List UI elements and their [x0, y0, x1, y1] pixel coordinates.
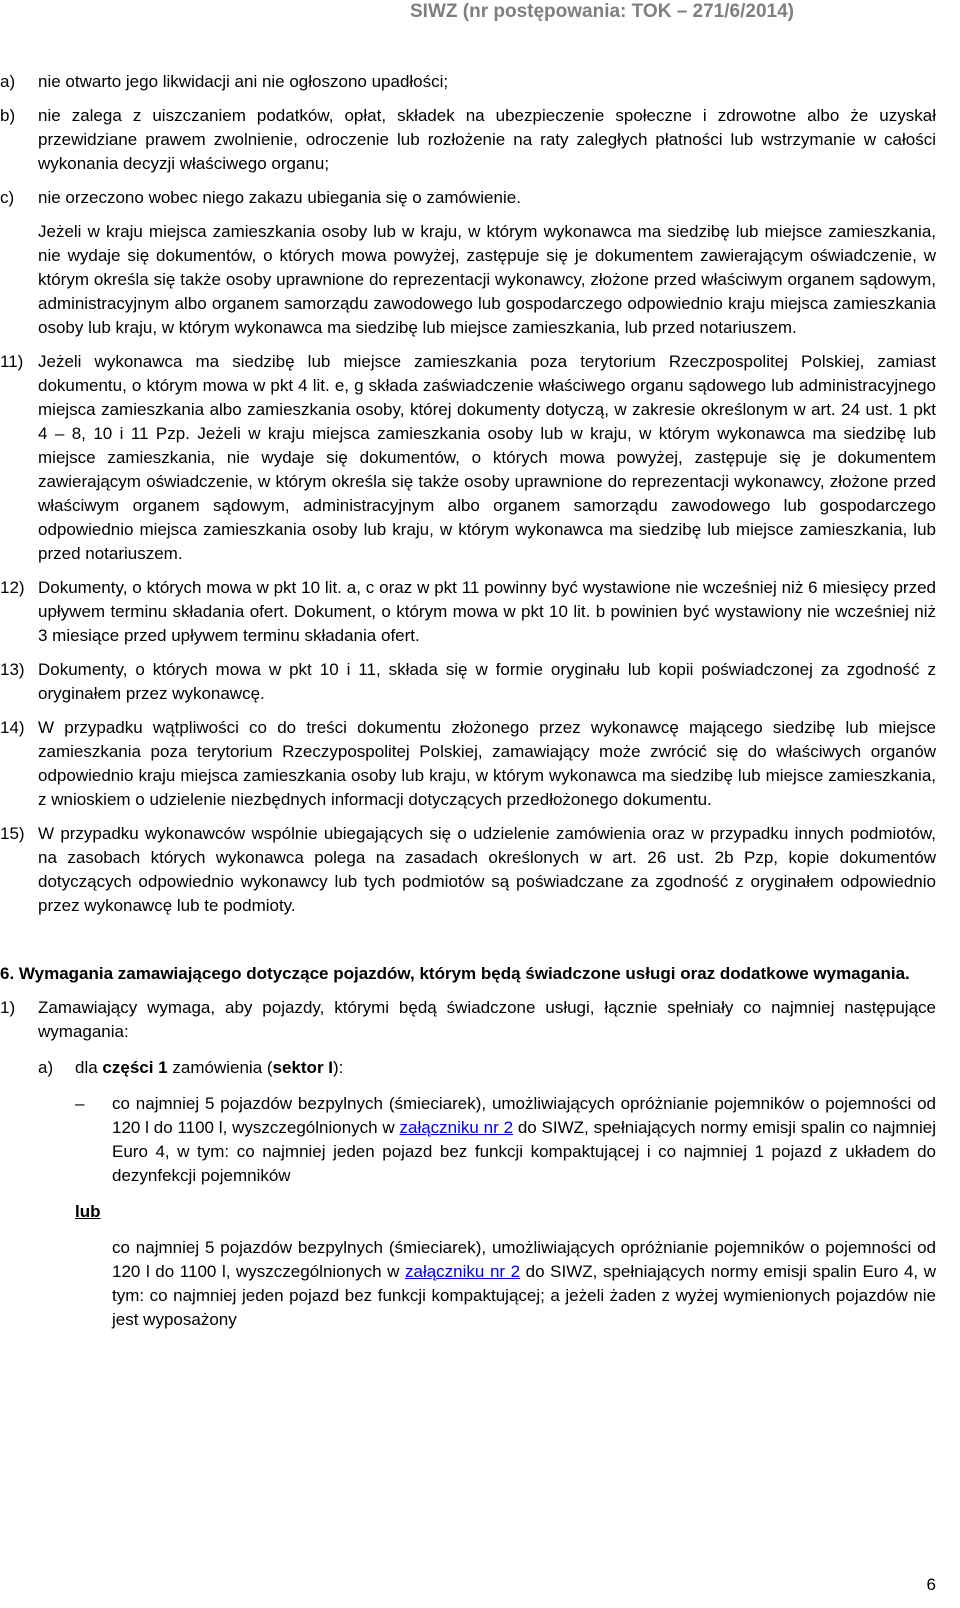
list-marker: 13)	[0, 660, 25, 679]
sub-text-mid: zamówienia (	[167, 1058, 273, 1077]
list-marker: 14)	[0, 718, 25, 737]
list-text: Dokumenty, o których mowa w pkt 10 i 11, składa się w formie oryginału lub kopii poświadczonej za zgodność z oryginałem przez wykonawcę.	[38, 660, 936, 703]
list-item-b	[0, 104, 936, 176]
attachment-link[interactable]: załączniku nr 2	[404, 1262, 521, 1281]
list-text: W przypadku wątpliwości co do treści dokumentu złożonego przez wykonawcę mającego siedzibę lub miejsce zamieszkania poza terytorium Rzeczypospolitej Polskiej, zamawiający może zwrócić się do właściwych organów odpowiednio kraju miejsca zamieszkania osoby lub kraju, w którym wykonawca ma siedzibę lub miejsce zamieszkania, z wnioskiem o udzielenie niezbędnych informacji dotyczących przedłożonego dokumentu.	[38, 718, 936, 809]
list-text: nie zalega z uiszczaniem podatków, opłat, składek na ubezpieczenie społeczne i zdrowotne albo że uzyskał przewidziane prawem zwolnienie, odroczenie lub rozłożenie na raty zaległych płatności lub wstrzymanie w całości wykonania decyzji właściwego organu;	[38, 106, 936, 173]
list-text: W przypadku wykonawców wspólnie ubiegających się o udzielenie zamówienia oraz w przypadku innych podmiotów, na zasobach których wykonawca polega na zasadach określonych w art. 26 ust. 2b Pzp, kopie dokumentów dotyczących odpowiednio wykonawcy lub tych podmiotów są poświadczane za zgodność z oryginałem odpowiednio przez wykonawcę lub te podmioty.	[38, 824, 936, 915]
list-marker: 15)	[0, 824, 25, 843]
list-item-c	[0, 186, 936, 210]
paragraph-jezeli: Jeżeli w kraju miejsca zamieszkania osoby lub w kraju, w którym wykonawca ma siedzibę lub miejsce zamieszkania, nie wydaje się dokumentów, o których mowa powyżej, zastępuje się je dokumentem zawierającym oświadczenie, w którym określa się także osoby uprawnione do reprezentacji wykonawcy, złożone przed właściwym organem sądowym, administracyjnym albo organem samorządu zawodowego lub gospodarczego odpowiednio kraju miejsca zamieszkania osoby lub kraju, w którym wykonawca ma siedzibę lub miejsce zamieszkania, lub przed notariuszem.	[38, 222, 936, 337]
numbered-item-14	[0, 716, 936, 812]
list-text: nie otwarto jego likwidacji ani nie ogłoszono upadłości;	[38, 72, 449, 91]
list-text: Zamawiający wymaga, aby pojazdy, którymi będą świadczone usługi, łącznie spełniały co najmniej następujące wymagania:	[38, 998, 936, 1041]
list-marker: 11)	[0, 352, 24, 371]
numbered-item-11	[0, 350, 936, 566]
list-text: Dokumenty, o których mowa w pkt 10 lit. a, c oraz w pkt 11 powinny być wystawione nie wcześniej niż 6 miesięcy przed upływem terminu składania ofert. Dokument, o którym mowa w pkt 10 lit. b powinien być wystawiony nie wcześniej niż 3 miesiące przed upływem terminu składania ofert.	[38, 578, 936, 645]
sub-text-bold-part: części 1	[102, 1058, 168, 1077]
list-text: nie orzeczono wobec niego zakazu ubiegania się o zamówienie.	[38, 188, 521, 207]
list-marker: c)	[0, 188, 15, 207]
sub-text-pre: dla	[75, 1058, 103, 1077]
list-item-a	[0, 70, 936, 94]
dash-item-option-1	[0, 1092, 936, 1188]
section-title: 6. Wymagania zamawiającego dotyczące pojazdów, którym będą świadczone usługi oraz dodatkowe wymagania.	[0, 964, 910, 983]
list-marker: 12)	[0, 578, 25, 597]
numbered-item-13	[0, 658, 936, 706]
sub-text-post: ):	[333, 1058, 344, 1077]
document-body	[0, 70, 936, 1332]
section-item-1	[0, 996, 936, 1044]
list-marker: a)	[38, 1058, 54, 1077]
sub-item-a	[0, 1056, 936, 1080]
list-marker: b)	[0, 106, 16, 125]
dash-marker: –	[75, 1094, 85, 1113]
document-header: SIWZ (nr postępowania: TOK – 271/6/2014)	[410, 1, 794, 22]
list-marker: a)	[0, 72, 16, 91]
attachment-link[interactable]: załączniku nr 2	[399, 1118, 514, 1137]
numbered-item-12	[0, 576, 936, 648]
option-text-post: do SIWZ, spełniających normy emisji spalin co najmniej Euro 4, w tym: co najmniej jeden pojazd bez funkcji kompaktującej i co najmniej 1 pojazd z układem do dezynfekcji pojemników	[112, 1118, 936, 1185]
option-text-pre: co najmniej 5 pojazdów bezpylnych (śmieciarek), umożliwiających opróżnianie pojemników o pojemności od 120 l do 1100 l, wyszczególnionych w	[112, 1094, 936, 1137]
sub-text-bold-sector: sektor I	[272, 1058, 334, 1077]
option-text-pre: co najmniej 5 pojazdów bezpylnych (śmieciarek), umożliwiających opróżnianie pojemników o pojemności od 120 l do 1100 l, wyszczególnionych w	[112, 1238, 936, 1281]
lub-label: lub	[75, 1202, 101, 1221]
option-text-post: do SIWZ, spełniających normy emisji spalin Euro 4, w tym: co najmniej jeden pojazd bez funkcji kompaktującej; a jeżeli żaden z wyżej wymienionych pojazdów nie jest wyposażony	[112, 1262, 936, 1329]
dash-item-option-2	[0, 1236, 936, 1332]
list-text: Jeżeli wykonawca ma siedzibę lub miejsce zamieszkania poza terytorium Rzeczpospolitej Polskiej, zamiast dokumentu, o którym mowa w pkt 4 lit. e, g składa zaświadczenie właściwego organu sądowego lub administracyjnego miejsca zamieszkania albo zamieszkania osoby, której dokumenty dotyczą, w zakresie określonym w art. 24 ust. 1 pkt 4 – 8, 10 i 11 Pzp. Jeżeli w kraju miejsca zamieszkania osoby lub w kraju, w którym wykonawca ma siedzibę lub miejsce zamieszkania, nie wydaje się dokumentów, o których mowa powyżej, zastępuje się je dokumentem zawierającym oświadczenie, w którym określa się także osoby uprawnione do reprezentacji wykonawcy, złożone przed właściwym organem sądowym, administracyjnym albo organem samorządu zawodowego lub gospodarczego odpowiednio miejsca zamieszkania osoby lub kraju, w którym wykonawca ma siedzibę lub miejsce zamieszkania, lub przed notariuszem.	[38, 352, 936, 563]
page-number: 6	[926, 1575, 936, 1594]
list-marker: 1)	[0, 998, 16, 1017]
numbered-item-15	[0, 822, 936, 918]
